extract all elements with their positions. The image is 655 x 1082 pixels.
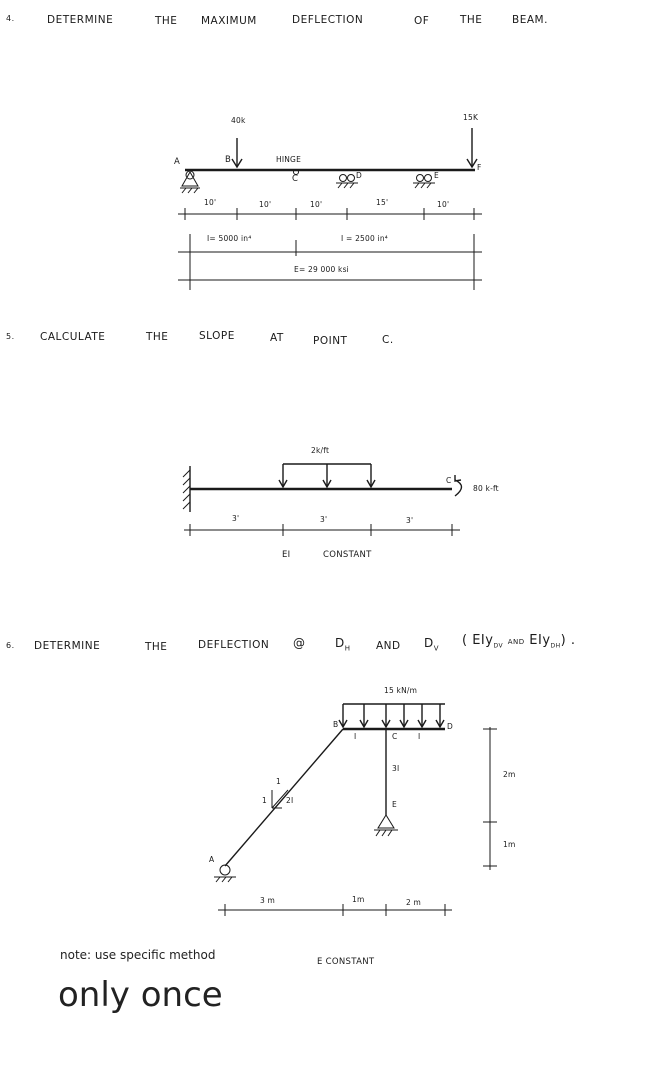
p6-dv: $D_V$ <box>424 636 440 653</box>
p6-point-b: B <box>333 720 339 729</box>
p4-word: DETERMINE <box>47 14 114 26</box>
p6-udl-label: 15 kN/m <box>384 686 418 695</box>
p4-dim-label: 15' <box>376 198 389 207</box>
p6-member-ab <box>225 729 343 866</box>
p5-point-c: C <box>446 476 452 485</box>
p5-constant-label: CONSTANT <box>323 550 372 560</box>
p4-word: OF <box>414 15 430 27</box>
p4-point-e: E <box>434 171 439 180</box>
p6-height-1m: 1m <box>503 840 516 849</box>
p4-word: MAXIMUM <box>201 15 257 27</box>
p4-word: THE <box>155 15 178 27</box>
p6-span-2m: 2 m <box>406 898 422 907</box>
p5-beam-diagram <box>183 464 462 536</box>
p5-word: C. <box>382 334 394 346</box>
p4-dimension-line <box>178 208 482 220</box>
p4-number: 4. <box>6 14 15 23</box>
p4-word: THE <box>460 14 483 26</box>
p4-inertia-right: I = 2500 in⁴ <box>341 234 388 243</box>
p6-span-3m: 3 m <box>260 896 276 905</box>
p6-point-c: C <box>392 732 398 741</box>
p4-hinge-label: HINGE <box>276 155 302 164</box>
p6-support-a <box>214 865 236 882</box>
p6-inertia-left: I <box>354 732 357 741</box>
p4-point-b: B <box>225 155 232 165</box>
p6-span-1m: 1m <box>352 895 365 904</box>
p6-word: @ <box>293 636 306 650</box>
p4-support-d <box>336 175 358 189</box>
p5-fixed-support <box>183 466 190 512</box>
p5-dim-label: 3' <box>406 516 414 525</box>
p5-word: SLOPE <box>199 330 235 342</box>
p5-dimension-line <box>184 524 460 536</box>
p6-inertia-right: I <box>418 732 421 741</box>
p4-dim-label: 10' <box>259 200 272 209</box>
p6-vertical-dimension <box>483 727 497 870</box>
p4-point-d: D <box>356 171 362 180</box>
p6-column-inertia: 3I <box>392 764 400 773</box>
p4-word: DEFLECTION <box>292 14 364 26</box>
p4-dim-label: 10' <box>204 198 217 207</box>
p5-word: CALCULATE <box>40 331 106 343</box>
p4-point-c: C <box>292 174 299 184</box>
p6-point-a: A <box>209 855 215 864</box>
note-line-1: note: use specific method <box>60 948 216 962</box>
p6-point-d: D <box>447 722 453 731</box>
note-line-2: only once <box>58 975 223 1015</box>
p5-number: 5. <box>6 332 15 341</box>
p6-word: DEFLECTION <box>198 639 270 651</box>
p5-dim-label: 3' <box>320 515 328 524</box>
p5-udl-arrows <box>279 464 375 487</box>
p6-parenthetical: ( EIy$_{DV}$ AND EIy$_{DH}$) . <box>462 633 576 650</box>
p4-load-15k-arrow <box>467 128 477 167</box>
p5-udl-label: 2k/ft <box>311 446 330 455</box>
p6-word: DETERMINE <box>34 640 101 652</box>
p6-inclined-inertia: 2I <box>286 796 294 805</box>
p6-point-e: E <box>392 800 397 809</box>
p4-load-40k-arrow <box>232 138 242 167</box>
p4-load-40k-label: 40k <box>231 116 246 125</box>
p4-point-a: A <box>174 157 181 167</box>
p6-dh: $D_H$ <box>335 636 351 653</box>
p4-inertia-left: I= 5000 in⁴ <box>207 234 252 243</box>
p6-slope-label-1: 1 <box>276 777 281 786</box>
p6-slope-label-1b: 1 <box>262 796 267 805</box>
p6-height-2m: 2m <box>503 770 516 779</box>
p4-support-e <box>413 175 435 189</box>
p6-and: AND <box>376 640 401 652</box>
p6-udl-arrows <box>339 704 445 727</box>
p5-ei-label: EI <box>282 550 291 560</box>
p4-load-15k-label: 15K <box>463 113 479 122</box>
p5-dim-label: 3' <box>232 514 240 523</box>
p5-word: THE <box>146 331 169 343</box>
p4-dim-label: 10' <box>437 200 450 209</box>
p4-support-a <box>180 171 200 193</box>
p4-modulus: E= 29 000 ksi <box>294 265 349 274</box>
p6-number: 6. <box>6 641 15 650</box>
p5-moment-label: 80 k-ft <box>473 484 499 493</box>
p4-dim-label: 10' <box>310 200 323 209</box>
p5-moment-arrow <box>455 475 462 496</box>
p4-point-f: F <box>477 163 482 172</box>
p6-constant-label: E CONSTANT <box>317 957 375 967</box>
p4-word: BEAM. <box>512 14 548 26</box>
p6-word: THE <box>145 641 168 653</box>
p5-word: AT <box>270 332 284 344</box>
p6-support-e <box>374 815 398 836</box>
p5-word: POINT <box>313 335 348 347</box>
